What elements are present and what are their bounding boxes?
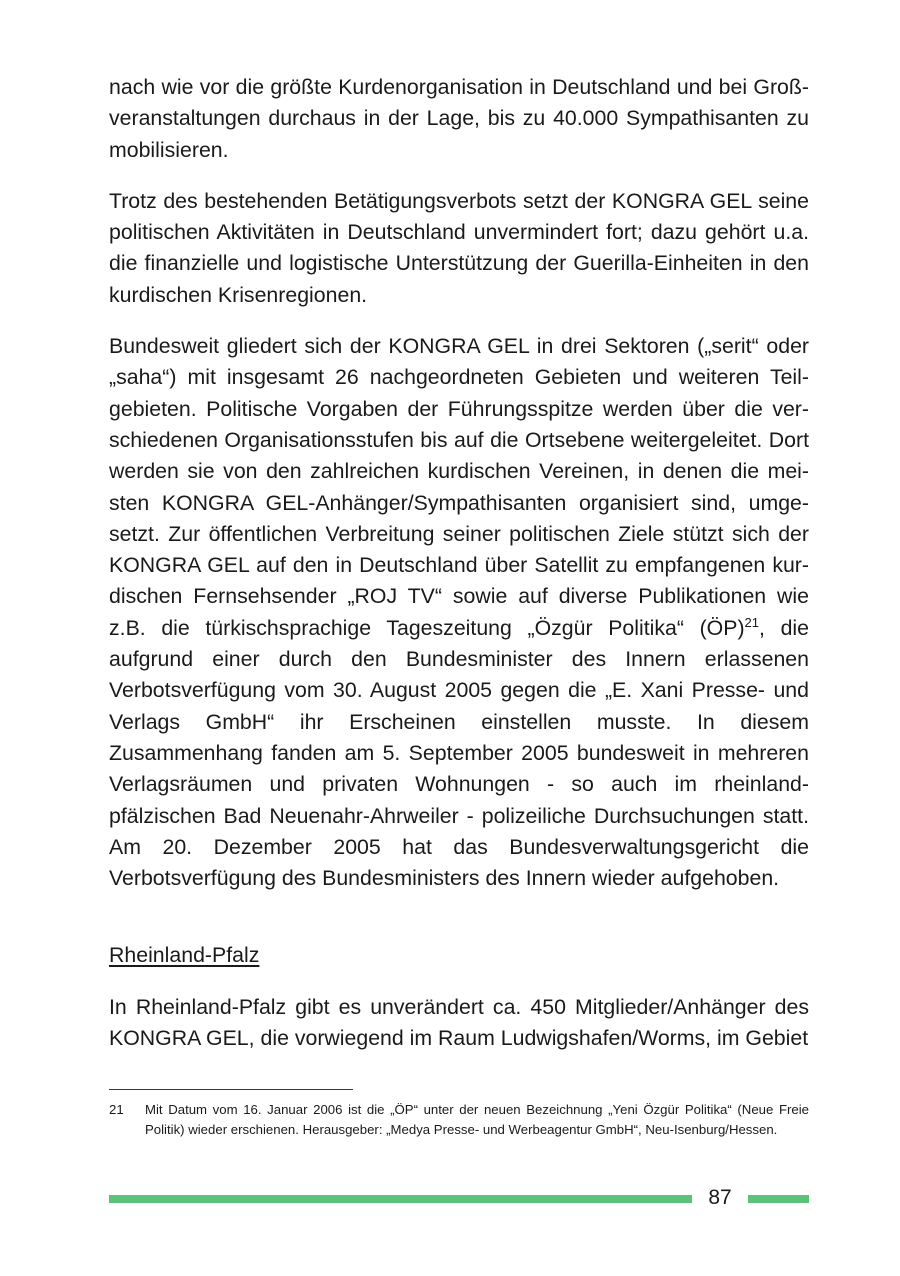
footnote-divider [109,1089,353,1090]
footnote-text: Mit Datum vom 16. Januar 2006 ist die „ÖP“ unter der neuen Bezeichnung „Yeni Özgür Politika“ (Neue Freie Politik) wieder erschienen. Herausgeber: „Medya Presse- und Werbeagentur GmbH“, Neu-Isenburg/Hessen. [145,1102,809,1137]
paragraph-1: nach wie vor die größte Kurdenorganisation in Deutschland und bei Großveranstaltungen durchaus in der Lage, bis zu 40.000 Sympathisanten zu mobilisieren. [109,75,809,162]
footnote-number: 21 [109,1102,124,1117]
footer-bar-right [748,1195,809,1203]
footnote [109,1100,809,1139]
page-number: 87 [708,1186,732,1209]
paragraph-3 [109,331,809,894]
footer-bar-left [109,1195,692,1203]
page-body [109,72,809,1074]
footnote-reference: 21 [744,614,760,630]
paragraph-4: In Rheinland-Pfalz gibt es unverändert ca. 450 Mitglieder/Anhänger des KONGRA GEL, die vorwiegend im Raum Ludwigshafen/Worms, im Gebiet [109,994,809,1051]
paragraph-2: Trotz des bestehenden Betätigungsverbots setzt der KONGRA GEL seine politischen Aktivitäten in Deutschland unvermindert fort; dazu gehört u.a. die finanzielle und logistische Unterstützung der Guerilla-Einheiten in den kurdischen Krisenregionen. [109,188,809,307]
paragraph-3-part-b: , die aufgrund einer durch den Bundesminister des Innern erlassenen Verbotsverfügung vom 30. August 2005 gegen die „E. Xani Presse- und Verlags GmbH“ ihr Erscheinen einstellen musste. In diesem Zusammenhang fanden am 5. September 2005 bundesweit in mehreren Verlagsräumen und privaten Wohnungen - so auch im rheinland-pfälzischen Bad Neuenahr-Ahrweiler - polizeiliche Durchsuchungen statt. Am 20. Dezember 2005 hat das Bundesverwaltungsgericht die Verbotsverfügung des Bundesministers des Innern wieder aufgehoben. [109,615,809,891]
paragraph-3-part-a: Bundesweit gliedert sich der KONGRA GEL in drei Sektoren („serit“ oder „saha“) mit insgesamt 26 nachgeordneten Gebieten und weiteren Teilgebieten. Politische Vorgaben der Führungsspitze werden über die verschiedenen Organisationsstufen bis auf die Ortsebene weitergeleitet. Dort werden sie von den zahlreichen kurdischen Vereinen, in denen die meisten KONGRA GEL-Anhänger/Sympathisanten organisiert sind, umgesetzt. Zur öffentlichen Verbreitung seiner politischen Ziele stützt sich der KONGRA GEL auf den in Deutschland über Satellit zu empfangenen kurdischen Fernsehsender „ROJ TV“ sowie auf diverse Publikationen wie z.B. die türkischsprachige Tageszeitung „Özgür Politika“ (ÖP) [109,334,809,640]
section-heading: Rheinland-Pfalz [109,943,260,968]
